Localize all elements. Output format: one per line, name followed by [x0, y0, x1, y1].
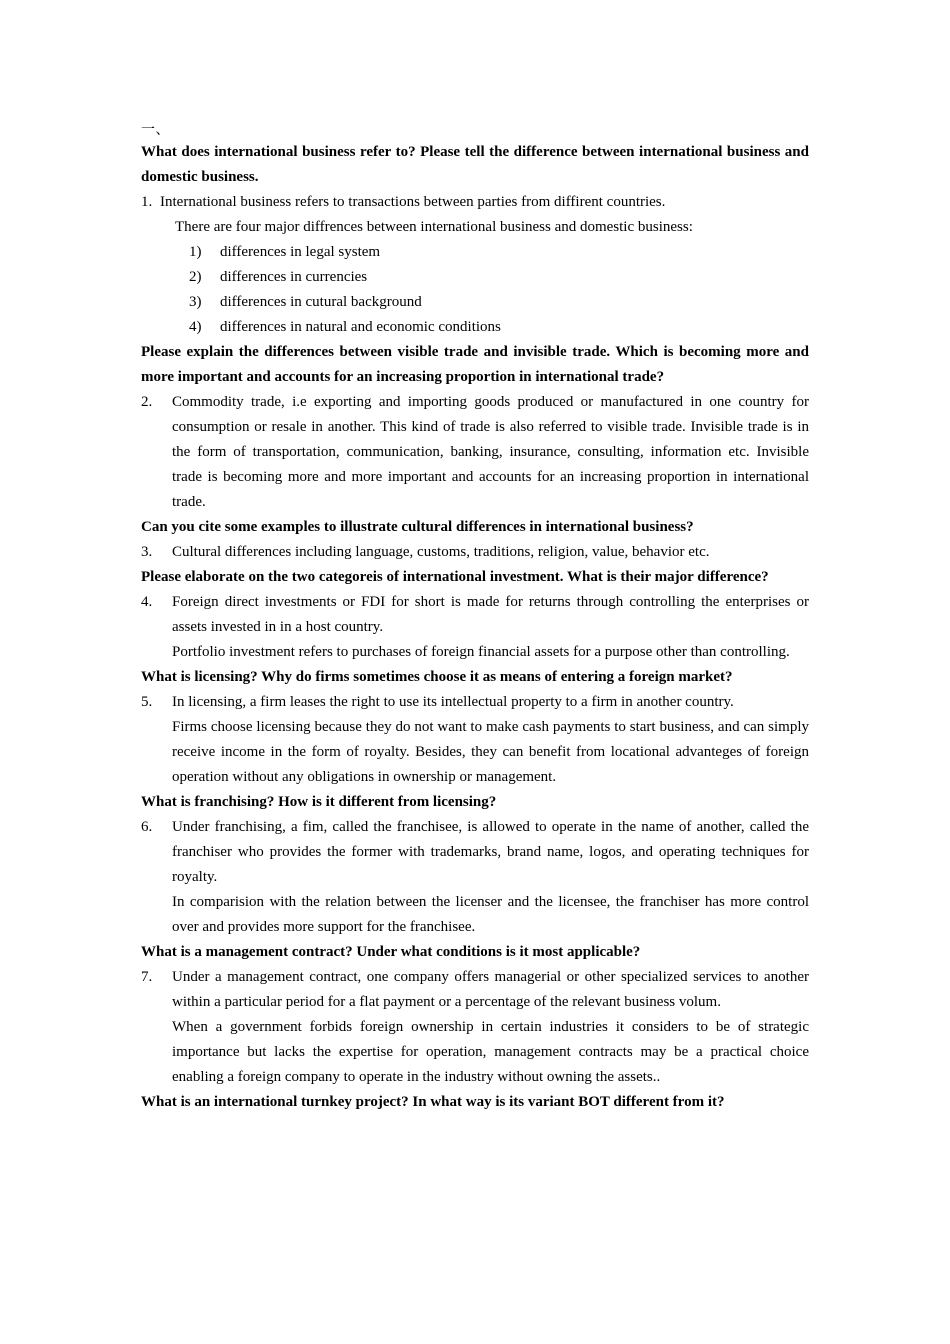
sub-list-item [189, 315, 809, 340]
answer-item [141, 590, 809, 665]
answer-body [160, 190, 809, 215]
sub-list-item [189, 290, 809, 315]
answer-body [172, 815, 809, 940]
question-heading: What is a management contract? Under what conditions is it most applicable? [141, 944, 641, 960]
answer-number: 7. [141, 969, 153, 985]
sub-list-marker: 4) [189, 319, 202, 335]
answer-item [141, 390, 809, 515]
answer-item [141, 815, 809, 940]
answer-number: 4. [141, 594, 153, 610]
sub-list [141, 240, 809, 340]
answer-paragraph: Under a management contract, one company offers managerial or other specialized services to another within a particular period for a flat payment or a percentage of the relevant business volum. [172, 969, 809, 1010]
sub-list-text: differences in legal system [220, 244, 381, 260]
answer-paragraph: Cultural differences including language, customs, traditions, religion, value, behavior etc. [172, 544, 710, 560]
answer-number: 3. [141, 544, 153, 560]
answer-item [141, 690, 809, 790]
answer-item [141, 190, 809, 215]
answer-body [172, 965, 809, 1090]
sub-list-marker: 2) [189, 269, 202, 285]
question-heading: What is licensing? Why do firms sometimes choose it as means of entering a foreign market? [141, 669, 733, 685]
answer-number: 5. [141, 694, 153, 710]
sub-list-item [189, 240, 809, 265]
answer-paragraph: Portfolio investment refers to purchases of foreign financial assets for a purpose other than controlling. [172, 644, 790, 660]
answer-body [172, 540, 809, 565]
question-heading: What does international business refer to? Please tell the difference between international business and domestic business. [141, 144, 809, 185]
answer-number: 1. [141, 194, 153, 210]
question-heading: What is an international turnkey project? In what way is its variant BOT different from it? [141, 1094, 725, 1110]
answer-paragraph: When a government forbids foreign ownership in certain industries it considers to be of strategic importance but lacks the expertise for operation, management contracts may be a practical choice enabling a foreign company to operate in the industry without owning the assets.. [172, 1019, 809, 1085]
question-heading: Can you cite some examples to illustrate cultural differences in international business? [141, 519, 694, 535]
question-heading: What is franchising? How is it different from licensing? [141, 794, 497, 810]
sub-list-item [189, 265, 809, 290]
sub-list-text: differences in natural and economic conditions [220, 319, 501, 335]
answer-paragraph: Under franchising, a fim, called the franchisee, is allowed to operate in the name of another, called the franchiser who provides the former with trademarks, brand name, logos, and operating techniques for royalty. [172, 819, 809, 885]
sub-paragraph: There are four major diffrences between international business and domestic business: [175, 219, 693, 235]
answer-paragraph: Commodity trade, i.e exporting and importing goods produced or manufactured in one country for consumption or resale in another. This kind of trade is also referred to visible trade. Invisible trade is in the form of transportation, communication, banking, insurance, consulting, information etc. Invisible trade is becoming more and more important and accounts for an increasing proportion in international trade. [172, 394, 809, 510]
sub-list-text: differences in currencies [220, 269, 368, 285]
sub-list-marker: 3) [189, 294, 202, 310]
section-marker: 一、 [141, 122, 170, 138]
answer-number: 2. [141, 394, 153, 410]
document-body [141, 140, 809, 1115]
answer-item [141, 965, 809, 1090]
answer-body [172, 690, 809, 790]
question-heading: Please elaborate on the two categoreis of international investment. What is their major difference? [141, 569, 769, 585]
answer-paragraph: In licensing, a firm leases the right to use its intellectual property to a firm in another country. [172, 694, 734, 710]
sub-list-text: differences in cutural background [220, 294, 422, 310]
question-heading: Please explain the differences between visible trade and invisible trade. Which is becoming more and more important and accounts for an increasing proportion in international trade? [141, 344, 809, 385]
answer-paragraph: Foreign direct investments or FDI for short is made for returns through controlling the enterprises or assets invested in in a host country. [172, 594, 809, 635]
answer-paragraph: In comparision with the relation between the licenser and the licensee, the franchiser has more control over and provides more support for the franchisee. [172, 894, 809, 935]
document-content [141, 118, 809, 1115]
answer-number: 6. [141, 819, 153, 835]
answer-paragraph: International business refers to transactions between parties from diffirent countries. [160, 194, 666, 210]
answer-paragraph: Firms choose licensing because they do not want to make cash payments to start business, and can simply receive income in the form of royalty. Besides, they can benefit from locational advanteges of foreign operation without any obligations in ownership or management. [172, 719, 809, 785]
answer-body [172, 590, 809, 665]
sub-list-marker: 1) [189, 244, 202, 260]
answer-body [172, 390, 809, 515]
answer-item [141, 540, 809, 565]
